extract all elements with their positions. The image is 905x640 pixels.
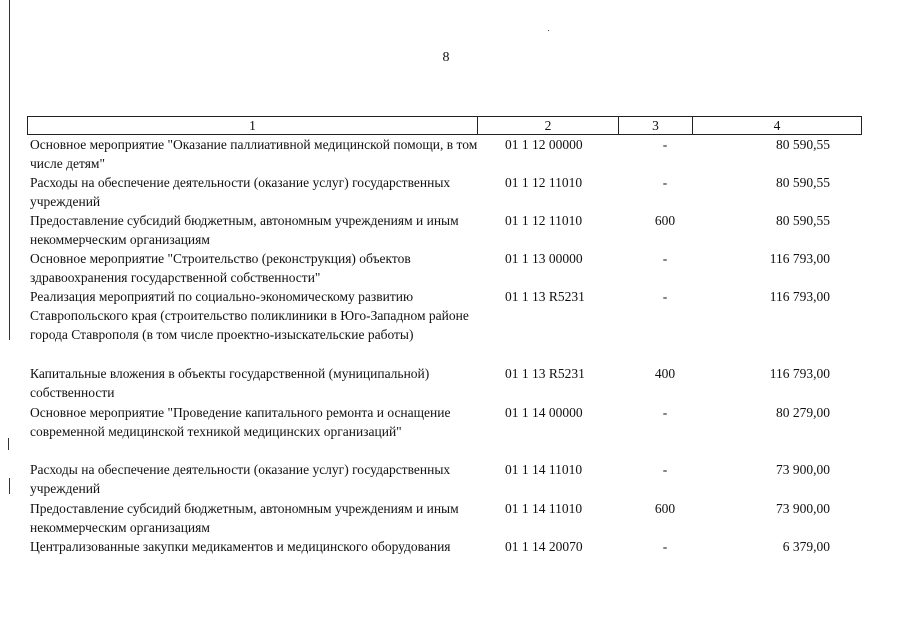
table-row [30, 173, 862, 211]
row-sum: 116 793,00 [769, 289, 830, 304]
table-row [30, 249, 862, 287]
table-row [30, 537, 862, 575]
row-code: 01 1 14 20070 [505, 539, 583, 554]
row-code: 01 1 14 00000 [505, 405, 583, 420]
row-name: Расходы на обеспечение деятельности (оказание услуг) государственных учреждений [30, 462, 451, 496]
row-code: 01 1 12 00000 [505, 137, 583, 152]
header-col-1: 1 [28, 117, 478, 134]
row-sum: 80 279,00 [776, 405, 830, 420]
row-sum: 73 900,00 [776, 462, 830, 477]
row-type: 600 [654, 213, 676, 228]
row-sum: 80 590,55 [776, 137, 830, 152]
row-type: - [662, 462, 668, 477]
row-type: - [662, 137, 668, 152]
row-code: 01 1 13 R5231 [505, 289, 585, 304]
row-code: 01 1 13 R5231 [505, 366, 585, 381]
row-sum: 80 590,55 [776, 175, 830, 190]
table-row [30, 364, 862, 403]
row-type: - [662, 175, 668, 190]
row-type: - [662, 289, 668, 304]
header-col-2: 2 [478, 117, 619, 134]
row-type: - [662, 539, 668, 554]
header-col-3: 3 [619, 117, 693, 134]
row-code: 01 1 14 11010 [505, 501, 583, 516]
row-type: - [662, 405, 668, 420]
table-header [27, 116, 862, 135]
margin-tick [8, 438, 9, 450]
row-name: Капитальные вложения в объекты государственной (муниципальной) собственности [30, 366, 430, 400]
row-type: 400 [654, 366, 676, 381]
table-row [30, 460, 862, 499]
row-sum: 116 793,00 [769, 366, 830, 381]
row-name: Основное мероприятие "Проведение капитального ремонта и оснащение современной медицинской техникой медицинских организаций" [30, 405, 451, 439]
row-name: Предоставление субсидий бюджетным, автономным учреждениям и иным некоммерческим организациям [30, 213, 459, 247]
row-sum: 73 900,00 [776, 501, 830, 516]
table-body [30, 135, 862, 575]
margin-rule [9, 0, 10, 340]
row-sum: 6 379,00 [782, 539, 830, 554]
scan-speck [548, 30, 549, 31]
table-row [30, 211, 862, 249]
table-row [30, 499, 862, 537]
page-number: 8 [442, 50, 450, 65]
row-name: Расходы на обеспечение деятельности (оказание услуг) государственных учреждений [30, 175, 451, 209]
row-code: 01 1 12 11010 [505, 213, 583, 228]
row-name: Основное мероприятие "Строительство (реконструкция) объектов здравоохранения государственной собственности" [30, 251, 411, 285]
table-row [30, 135, 862, 173]
table-row [30, 403, 862, 460]
row-sum: 116 793,00 [769, 251, 830, 266]
row-name: Предоставление субсидий бюджетным, автономным учреждениям и иным некоммерческим организациям [30, 501, 459, 535]
row-sum: 80 590,55 [776, 213, 830, 228]
row-code: 01 1 14 11010 [505, 462, 583, 477]
table-row [30, 287, 862, 364]
row-name: Централизованные закупки медикаментов и медицинского оборудования [30, 539, 451, 554]
row-code: 01 1 12 11010 [505, 175, 583, 190]
row-name: Основное мероприятие "Оказание паллиативной медицинской помощи, в том числе детям" [30, 137, 478, 171]
header-col-4: 4 [773, 118, 781, 133]
row-type: 600 [654, 501, 676, 516]
row-name: Реализация мероприятий по социально-экономическому развитию Ставропольского края (строительство поликлиники в Юго-Западном районе города Ставрополя (в том числе проектно-изыскательские работы) [30, 289, 469, 342]
margin-tick [9, 478, 10, 494]
row-code: 01 1 13 00000 [505, 251, 583, 266]
row-type: - [662, 251, 668, 266]
